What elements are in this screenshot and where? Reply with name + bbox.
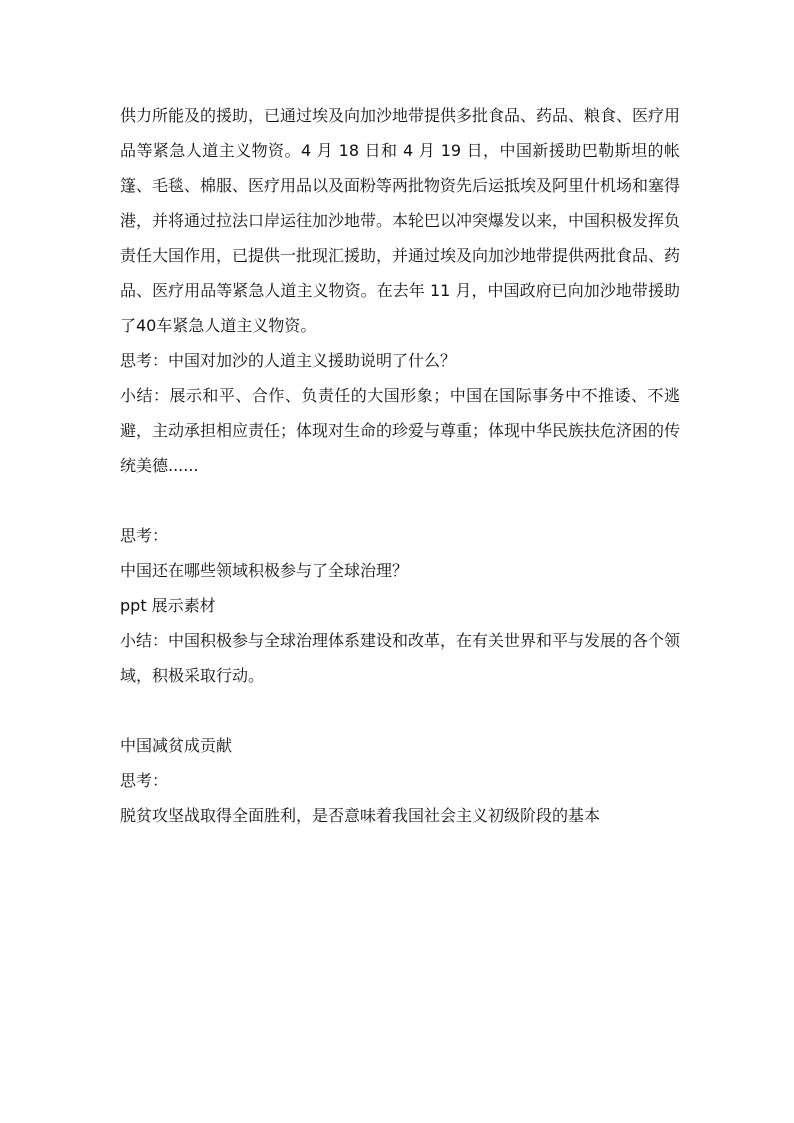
- blank-line: [120, 483, 680, 518]
- paragraph-question-governance: 中国还在哪些领域积极参与了全球治理？: [120, 561, 409, 580]
- paragraph-think-label-2: 思考：: [120, 771, 169, 790]
- paragraph-poverty-title: 中国减贫成贡献: [120, 736, 233, 755]
- paragraph-question-poverty: 脱贫攻坚战取得全面胜利，是否意味着我国社会主义初级阶段的基本: [120, 806, 601, 825]
- paragraph-think-label: 思考：: [120, 526, 169, 545]
- paragraph-ppt-material: ppt 展示素材: [120, 596, 216, 615]
- paragraph-summary-gaza: 小结：展示和平、合作、负责任的大国形象；中国在国际事务中不推诿、不逃避，主动承担相应责任；体现对生命的珍爱与尊重；体现中华民族扶危济困的传统美德......: [120, 386, 681, 475]
- blank-line: [120, 693, 680, 728]
- paragraph-gaza-aid: 供力所能及的援助，已通过埃及向加沙地带提供多批食品、药品、粮食、医疗用品等紧急人道主义物资。4 月 18 日和 4 月 19 日，中国新援助巴勒斯坦的帐篷、毛毯、棉服、医疗用品以及面粉等两批物资先后运抵埃及阿里什机场和塞得港，并将通过拉法口岸运往加沙地带。本轮巴以冲突爆发以来，中国积极发挥负责任大国作用，已提供一批现汇援助，并通过埃及向加沙地带提供两批食品、药品、医疗用品等紧急人道主义物资。在去年 11 月，中国政府已向加沙地带援助了40车紧急人道主义物资。: [120, 106, 681, 335]
- paragraph-summary-governance: 小结：中国积极参与全球治理体系建设和改革，在有关世界和平与发展的各个领域，积极采取行动。: [120, 631, 681, 685]
- document-body: [120, 98, 680, 833]
- paragraph-question-gaza: 思考：中国对加沙的人道主义援助说明了什么？: [120, 351, 457, 370]
